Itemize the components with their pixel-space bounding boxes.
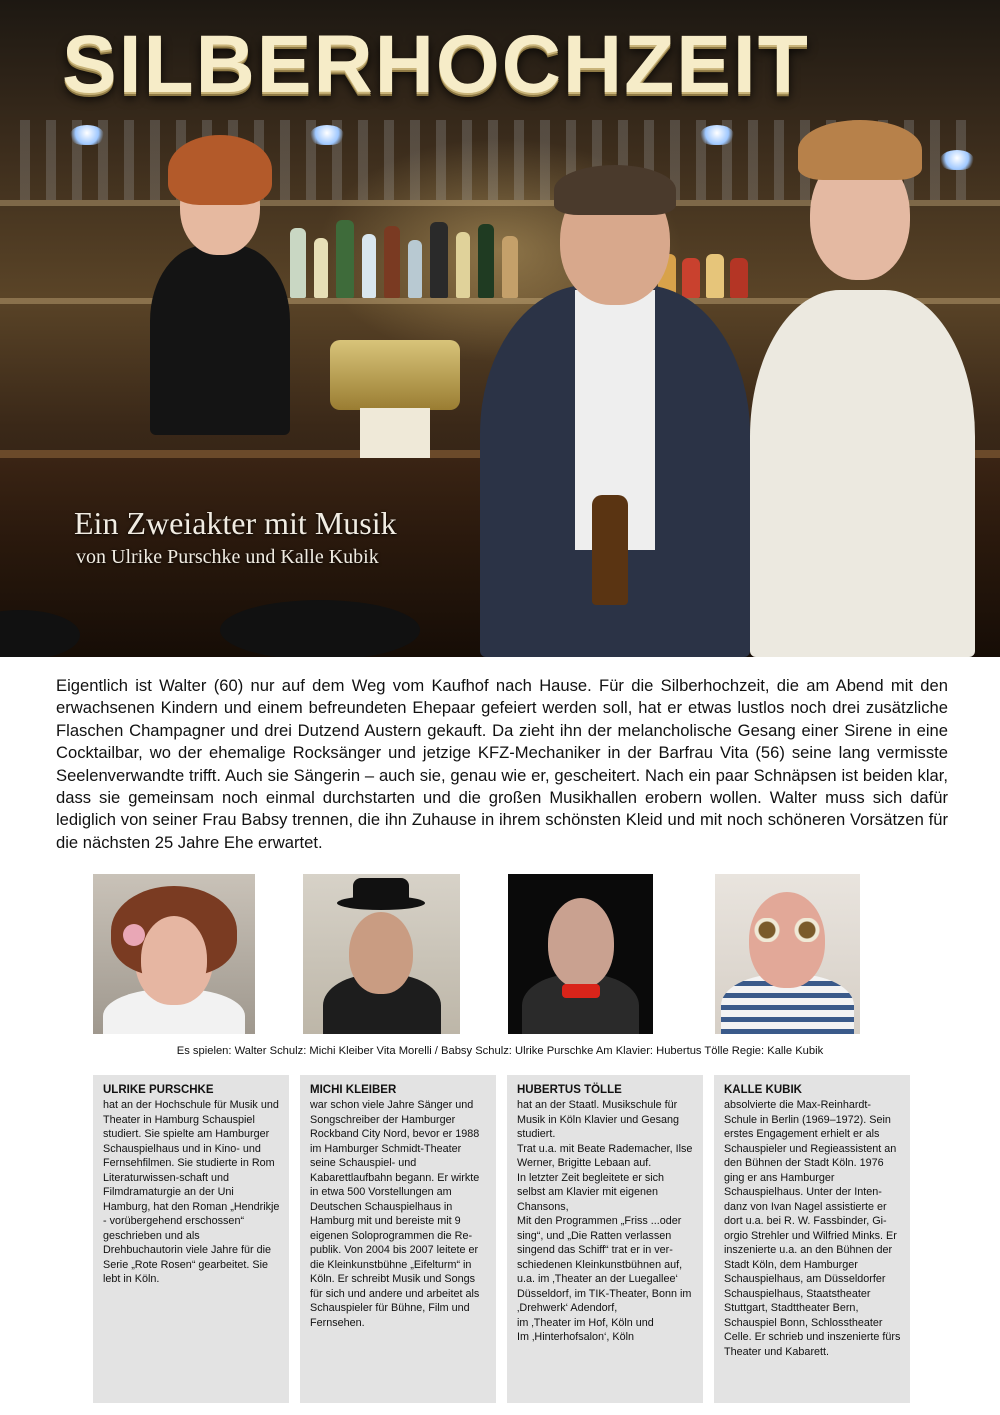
bio-michi-kleiber	[300, 1075, 496, 1403]
ceiling-lamp	[310, 125, 344, 145]
play-byline: von Ulrike Purschke und Kalle Kubik	[76, 546, 379, 568]
actor-center	[470, 165, 760, 657]
portrait-michi-kleiber	[303, 874, 460, 1034]
ceiling-lamp	[70, 125, 104, 145]
flower-icon	[123, 924, 145, 946]
hat-crown	[353, 878, 409, 904]
bio-text: war schon viele Jahre Sänger und Songschreiber der Hamburger Rockband City Nord, bevor er 1988 im Hamburger Schmidt-Theater seine Schauspiel- und Kabarettlaufbahn begann. Er wirkte in etwa 500 Vorstellungen am Deutschen Schauspielhaus in Hamburg mit und bereiste mit 9 eigenen Soloprogrammen die Re-publik. Von 2004 bis 2007 leitete er die Kleinkunstbühne „Eifelturm“ in Köln. Er schreibt Musik und Songs für sich und andere und arbeitet als Schauspieler für Bühne, Film und Fernsehen.	[310, 1099, 480, 1329]
bio-text: hat an der Staatl. Musikschule für Musik in Köln Klavier und Gesang studiert. Trat u.a. mit Beate Rademacher, Ilse Werner, Brigitte Lebaan auf. In letzter Zeit begleitete er sich selbst am Klavier mit eigenen Chansons, Mit den Programmen „Friss ...oder sing“, und „Die Ratten verlassen singend das Schiff“ trat er in ver-schiedenen Kleinkunstbühnen auf, u.a. im ‚Theater an der Luegallee‘ Düsseldorf, im TIK-Theater, Bonn im ‚Drehwerk‘ Adendorf, im ‚Theater im Hof, Köln und Im ‚Hinterhofsalon‘, Köln	[517, 1099, 693, 1343]
play-subtitle: Ein Zweiakter mit Musik	[74, 505, 397, 541]
actress-right	[740, 120, 985, 657]
hero-photo	[0, 0, 1000, 657]
bio-text: absolvierte die Max-Reinhardt-Schule in Berlin (1969–1972). Sein erstes Engagement erhielt er als Schauspieler und Regieassistent an den Bühnen der Stadt Köln. 1976 ging er ans Hamburger Schauspielhaus. Unter der Inten-danz von Ivan Nagel assistierte er dort u.a. bei R. W. Fassbinder, Gi-orgio Strehler und Wilfried Minks. Er inszenierte u.a. an den Bühnen der Stadt Köln, dem Hamburger Schauspielhaus, am Düsseldorfer Schauspielhaus, Staatstheater Stuttgart, Stadttheater Bern, Schauspiel Bonn, Schlosstheater Celle. Er schrieb und inszenierte fürs Theater und Kabarett.	[724, 1099, 901, 1358]
portrait-ulrike-purschke	[93, 874, 255, 1034]
bio-hubertus-toelle	[507, 1075, 703, 1403]
cast-line: Es spielen: Walter Schulz: Michi Kleiber Vita Morelli / Babsy Schulz: Ulrike Purschke Am Klavier: Hubertus Tölle Regie: Kalle Kubik	[176, 1045, 824, 1057]
bio-text: hat an der Hochschule für Musik und Theater in Hamburg Schauspiel studiert. Sie spielte am Hamburger Schauspielhaus und in Kino- und Fernsehfilmen. Sie studierte in Rom Literaturwissen-schaft und Filmdramaturgie an der Uni Hamburg, hat den Roman „Hendrikje - vorübergehend erschossen“ geschrieben und als Drehbuchautorin viele Jahre für die Serie „Rote Rosen“ gearbeitet. Sie lebt in Köln.	[103, 1099, 280, 1285]
bio-ulrike-purschke	[93, 1075, 289, 1403]
bio-kalle-kubik	[714, 1075, 910, 1403]
bio-name: KALLE KUBIK	[724, 1084, 802, 1096]
sunglasses-icon	[749, 918, 825, 942]
actress-left	[140, 135, 300, 435]
beer-bottle	[592, 495, 628, 605]
bow-tie-icon	[562, 984, 600, 998]
portrait-kalle-kubik	[715, 874, 860, 1034]
beer-tap	[330, 340, 460, 410]
bio-name: HUBERTUS TÖLLE	[517, 1084, 622, 1096]
ceiling-lamp	[700, 125, 734, 145]
beer-tap-column	[360, 408, 430, 458]
portrait-hubertus-toelle	[508, 874, 653, 1034]
bio-name: ULRIKE PURSCHKE	[103, 1084, 214, 1096]
play-title: SILBERHOCHZEIT	[62, 19, 810, 110]
bar-stool	[220, 600, 420, 657]
intro-text: Eigentlich ist Walter (60) nur auf dem Weg vom Kaufhof nach Hause. Für die Silberhochzeit, die am Abend mit den erwachsenen Kindern und einem befreundeten Ehepaar gefeiert werden soll, hat er etwas lustlos noch drei zusätzliche Flaschen Champagner und drei Dutzend Austern gekauft. Da zieht ihn der melancholische Gesang einer Sirene in eine Cocktailbar, wo der ehemalige Rocksänger und jetzige KFZ-Mechaniker in der Barfrau Vita (56) seine lang vermisste Seelenverwandte trifft. Auch sie Sängerin – auch sie, genau wie er, gescheitert. Nach ein paar Schnäpsen ist beiden klar, dass sie gemeinsam noch einmal durchstarten und die großen Musikhallen erobern wollen. Walter muss sich dafür lediglich von seiner Frau Babsy trennen, die ihn Zuhause in ihrem schönsten Kleid und mit noch schöneren Vorsätzen für die nächsten 25 Jahre Ehe erwartet.	[56, 676, 948, 852]
bio-name: MICHI KLEIBER	[310, 1084, 397, 1096]
